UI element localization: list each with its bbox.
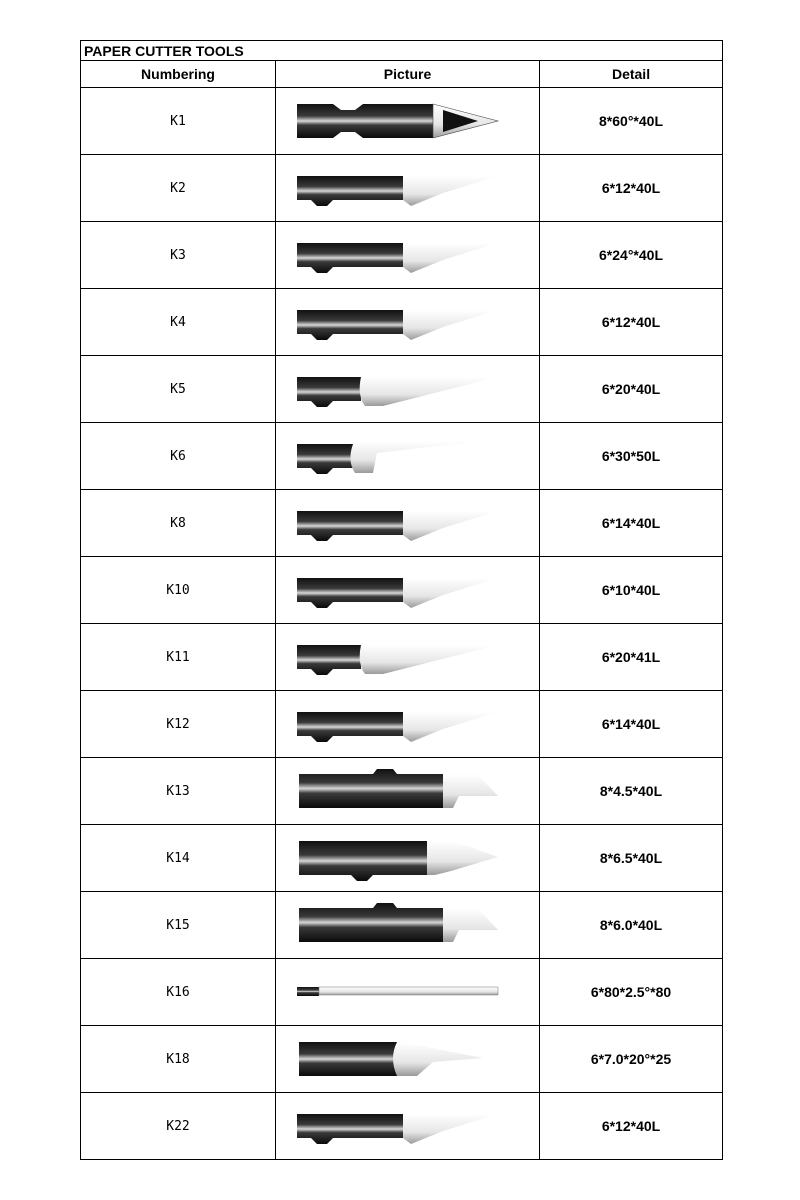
table-row (81, 892, 723, 959)
table-row (81, 88, 723, 155)
tool-picture (276, 490, 540, 557)
tool-detail: 8*6.0*40L (540, 892, 723, 959)
tool-number: K2 (81, 155, 276, 222)
header-detail: Detail (540, 61, 723, 88)
tool-picture (276, 959, 540, 1026)
tool-detail: 6*14*40L (540, 490, 723, 557)
tool-picture (276, 88, 540, 155)
tool-picture (276, 1026, 540, 1093)
header-picture: Picture (276, 61, 540, 88)
blade-image (293, 230, 523, 280)
tool-number: K8 (81, 490, 276, 557)
tool-detail: 6*12*40L (540, 155, 723, 222)
blade-image (293, 565, 523, 615)
table-row (81, 490, 723, 557)
tool-picture (276, 892, 540, 959)
tool-picture (276, 289, 540, 356)
table-row (81, 557, 723, 624)
table-row (81, 289, 723, 356)
tool-detail: 6*24°*40L (540, 222, 723, 289)
tool-number: K18 (81, 1026, 276, 1093)
tool-number: K15 (81, 892, 276, 959)
blade-image (293, 967, 523, 1017)
tool-detail: 8*4.5*40L (540, 758, 723, 825)
table-row (81, 356, 723, 423)
table-row (81, 825, 723, 892)
tool-picture (276, 1093, 540, 1160)
tool-number: K12 (81, 691, 276, 758)
tool-detail: 6*10*40L (540, 557, 723, 624)
tool-number: K11 (81, 624, 276, 691)
tool-number: K4 (81, 289, 276, 356)
tool-detail: 6*20*40L (540, 356, 723, 423)
blade-image (293, 766, 523, 816)
table-row (81, 624, 723, 691)
tool-picture (276, 624, 540, 691)
table-row (81, 758, 723, 825)
table-title: PAPER CUTTER TOOLS (81, 41, 723, 61)
table-row (81, 691, 723, 758)
table-row (81, 959, 723, 1026)
table-row (81, 1093, 723, 1160)
tool-number: K16 (81, 959, 276, 1026)
tool-detail: 8*60°*40L (540, 88, 723, 155)
tool-number: K5 (81, 356, 276, 423)
tool-detail: 8*6.5*40L (540, 825, 723, 892)
tool-detail: 6*7.0*20°*25 (540, 1026, 723, 1093)
header-numbering: Numbering (81, 61, 276, 88)
blade-image (293, 632, 523, 682)
tool-number: K22 (81, 1093, 276, 1160)
blade-image (293, 297, 523, 347)
tool-detail: 6*12*40L (540, 1093, 723, 1160)
tool-picture (276, 557, 540, 624)
table-row (81, 1026, 723, 1093)
blade-image (293, 833, 523, 883)
tool-detail: 6*30*50L (540, 423, 723, 490)
blade-image (293, 364, 523, 414)
tool-number: K13 (81, 758, 276, 825)
tool-number: K6 (81, 423, 276, 490)
tool-picture (276, 222, 540, 289)
paper-cutter-tools-table (80, 40, 723, 1160)
blade-image (293, 699, 523, 749)
table-row (81, 155, 723, 222)
blade-image (293, 498, 523, 548)
tool-number: K1 (81, 88, 276, 155)
tool-detail: 6*12*40L (540, 289, 723, 356)
table-body (81, 88, 723, 1160)
blade-image (293, 431, 523, 481)
tool-number: K10 (81, 557, 276, 624)
tool-detail: 6*14*40L (540, 691, 723, 758)
table-row (81, 222, 723, 289)
blade-image (293, 163, 523, 213)
table-row (81, 423, 723, 490)
tool-picture (276, 423, 540, 490)
tool-picture (276, 691, 540, 758)
tool-picture (276, 155, 540, 222)
tool-picture (276, 356, 540, 423)
tool-detail: 6*80*2.5°*80 (540, 959, 723, 1026)
blade-image (293, 96, 523, 146)
tool-detail: 6*20*41L (540, 624, 723, 691)
tool-number: K3 (81, 222, 276, 289)
tool-picture (276, 825, 540, 892)
blade-image (293, 900, 523, 950)
tool-picture (276, 758, 540, 825)
blade-image (293, 1101, 523, 1151)
tool-number: K14 (81, 825, 276, 892)
blade-image (293, 1034, 523, 1084)
